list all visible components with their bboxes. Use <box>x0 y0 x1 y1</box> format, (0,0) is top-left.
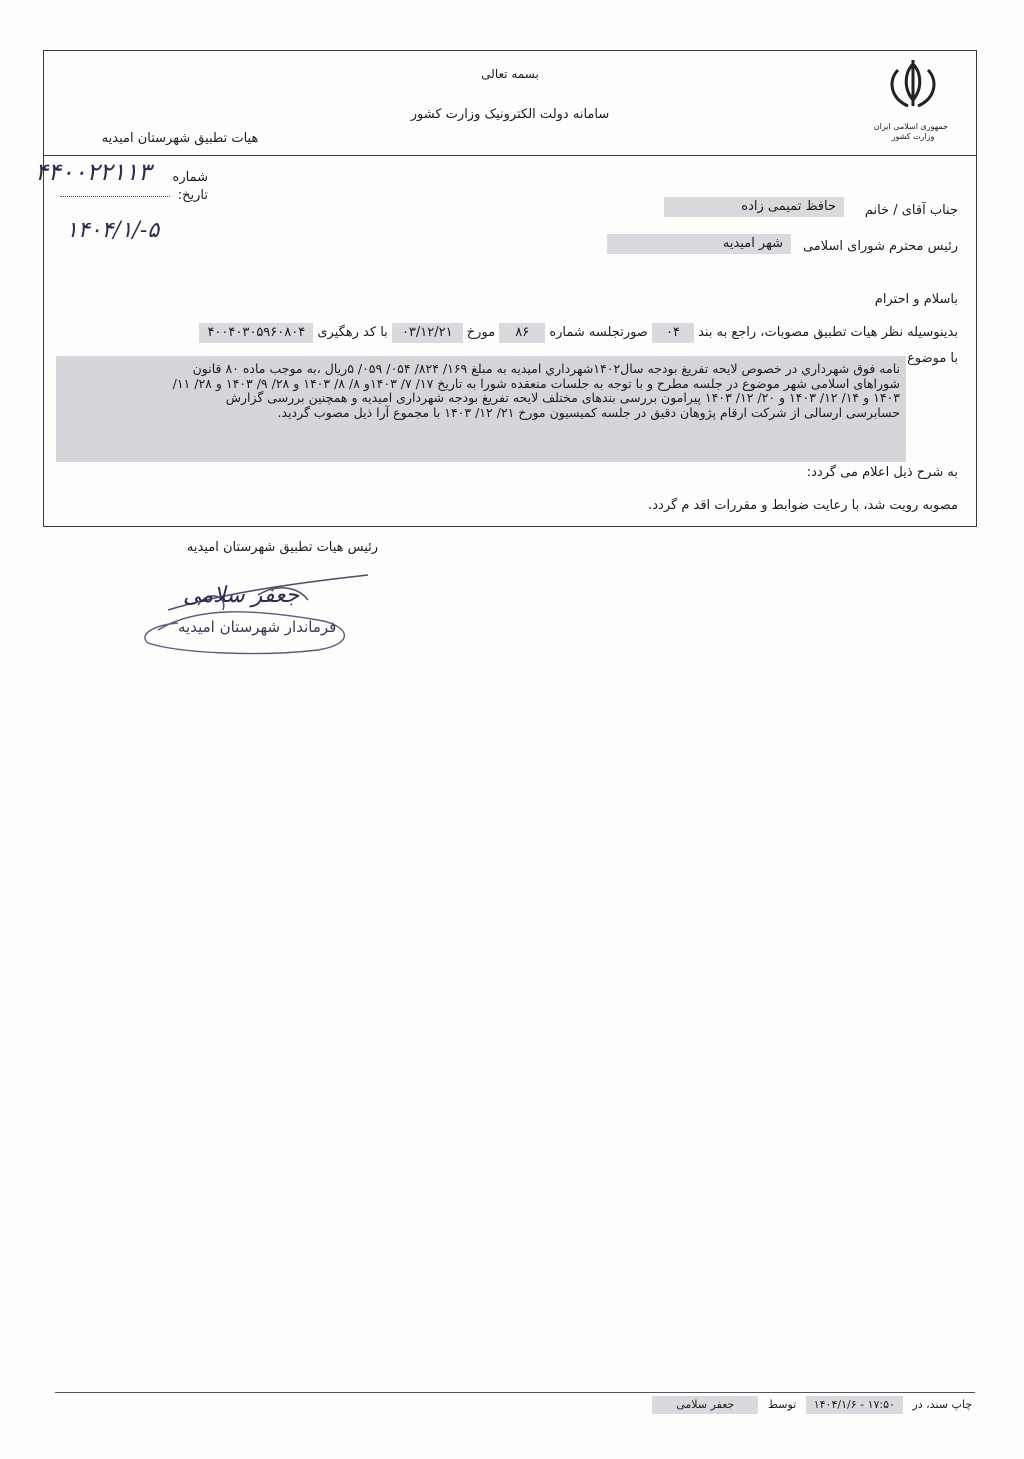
council-name: شهر امیدیه <box>607 234 791 254</box>
subject-line: حسابرسی ارسالی از شرکت ارقام پژوهان دقیق در جلسه کمیسیون مورخ ۲۱/ ۱۲/ ۱۴۰۳ با مجموع آرا ذیل مصوب گردید. <box>277 404 900 420</box>
date-label: تاریخ: <box>177 188 208 203</box>
addressee-name: حافظ تمیمی زاده <box>664 197 844 217</box>
footer-divider <box>55 1392 975 1393</box>
number-label: شماره <box>172 170 208 185</box>
subject-label: با موضوع <box>907 351 958 366</box>
stamp-text: فرماندار شهرستان امیدیه <box>178 618 337 636</box>
council-field <box>607 234 791 254</box>
handwritten-number: ۴۴۰۰۲۲۱۱۳ <box>35 158 152 186</box>
council-title-label: رئیس محترم شورای اسلامی <box>802 239 958 254</box>
minutes-number: ۸۶ <box>499 323 545 343</box>
subject-line: ۱۴۰۳ و ۱۴/ ۱۲/ ۱۴۰۳ و ۲۰/ ۱۲/ ۱۴۰۳ پیرامون بررسی بندهای مختلف لایحه تفریغ بودجه شهرداری امیدیه و همچنین بررسی گزارش <box>225 390 900 405</box>
subject-line: شوراهای اسلامی شهر موضوع در جلسه مطرح و با توجه به جلسات منعقده شورا به تاریخ ۱۷/ ۷/ ۱۴۰۳و ۸/ ۸/ ۱۴۰۳ و ۲۸/ ۹/ ۱۴۰۳ و ۲۸/ ۱۱/ <box>172 375 900 391</box>
iran-emblem-icon <box>873 58 948 141</box>
salutation-label: جناب آقای / خانم <box>864 203 958 218</box>
signatory-title: رئیس هیات تطبیق شهرستان امیدیه <box>186 540 379 555</box>
printed-by: جعفر سلامی <box>652 1396 758 1414</box>
board-name: هیات تطبیق شهرستان امیدیه <box>101 131 259 146</box>
system-name: سامانه دولت الکترونیک وزارت کشور <box>410 107 610 122</box>
emblem-caption-ministry: وزارت کشور <box>891 132 935 141</box>
minutes-label: صورتجلسه شماره <box>549 325 648 340</box>
ruling-text: مصوبه رويت شد، با رعايت ضوابط و مقررات اقد م گردد. <box>648 498 958 513</box>
tracking-code: ۴۰۰۴۰۳۰۵۹۶۰۸۰۴ <box>199 323 313 343</box>
greeting: باسلام و احترام <box>874 292 958 307</box>
subject-text-box <box>56 356 906 462</box>
bismillah: بسمه تعالی <box>481 67 539 81</box>
decision-prefix: بدینوسیله نظر هیات تطبیق مصوبات، راجع به بند <box>698 325 958 340</box>
minutes-date: ۰۳/۱۲/۲۱ <box>392 323 463 343</box>
printed-by-label: توسط <box>767 1398 797 1411</box>
tracking-label: با کد رهگیری <box>317 325 388 340</box>
print-footer <box>646 1396 972 1414</box>
decision-line <box>48 323 958 343</box>
signature-script: جعفر سلامی <box>183 583 300 608</box>
addressee-name-field <box>664 197 844 217</box>
announcement: به شرح ذیل اعلام می گردد: <box>806 465 958 480</box>
print-time: ۱۷:۵۰ - ۱۴۰۴/۱/۶ <box>806 1396 903 1414</box>
number-dotted-line <box>60 196 170 197</box>
handwritten-date: ۱۴۰۴/۱/-۵ <box>66 218 160 243</box>
header-divider <box>43 155 977 156</box>
subject-line: نامه فوق شهرداري در خصوص لايحه تفريغ بودجه سال۱۴۰۲شهرداري اميديه به مبلغ ۱۶۹/ ۸۲۴/ ۰۵۴/ ۰۵۹/ ۵ريال ،به موجب ماده ۸۰ قانون <box>192 361 900 376</box>
emblem-caption: جمهوری اسلامی ایران <box>873 122 948 131</box>
dated-label: مورخ <box>466 325 496 340</box>
printed-label: چاپ سند، در <box>912 1398 972 1411</box>
signature-stamp <box>138 565 408 660</box>
clause-number: ۰۴ <box>652 323 694 343</box>
